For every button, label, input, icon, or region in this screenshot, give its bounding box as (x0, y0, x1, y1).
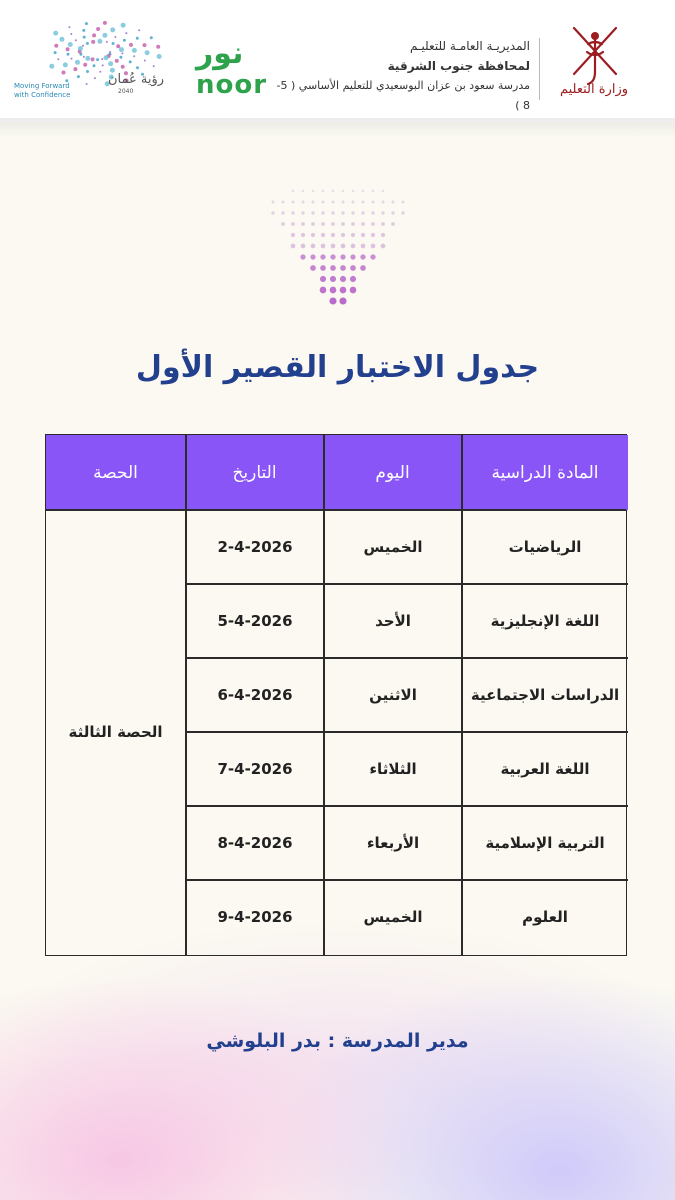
emblem-dot (341, 222, 345, 226)
vision-dot (145, 50, 150, 55)
vision-dot (119, 47, 124, 52)
emblem-dot (350, 254, 355, 259)
emblem-dot (342, 201, 345, 204)
vision-dot (144, 60, 146, 62)
vision-dot (104, 55, 109, 60)
emblem-dot (341, 211, 344, 214)
vision-dot (54, 51, 57, 54)
emblem-dot (361, 222, 365, 226)
vision-dot (91, 57, 95, 61)
governorate-line: لمحافظة جنوب الشرقية (387, 59, 530, 73)
vision-dot (115, 59, 119, 63)
cell-day: الأحد (375, 611, 411, 630)
vision-dot (83, 63, 87, 67)
header-period: الحصة (46, 435, 186, 510)
vision-dot (54, 44, 58, 48)
emblem-dot (361, 211, 364, 214)
emblem-dot (291, 211, 294, 214)
cell-day: الأربعاء (366, 833, 420, 852)
emblem-dot (371, 233, 375, 237)
emblem-dot (292, 190, 294, 192)
vision-dot (133, 55, 135, 57)
emblem-dot (371, 222, 375, 226)
emblem-dot (350, 276, 356, 282)
emblem-dot (320, 287, 327, 294)
vision-dot (99, 71, 101, 73)
emblem-dot (329, 297, 336, 304)
emblem-dot (301, 222, 305, 226)
emblem-dot (402, 201, 405, 204)
vision-dot (77, 75, 80, 78)
emblem-dot (362, 190, 364, 192)
emblem-dot (311, 244, 316, 249)
emblem-dot (361, 233, 365, 237)
emblem-dot (322, 190, 324, 192)
schedule-table (45, 434, 627, 956)
emblem-dot (391, 222, 395, 226)
emblem-dot (320, 265, 326, 271)
emblem-dot (352, 201, 355, 204)
emblem-dot (320, 254, 325, 259)
emblem-dot (330, 254, 335, 259)
vision-dot (143, 43, 147, 47)
emblem-dot (350, 287, 357, 294)
vision-dot (63, 62, 68, 67)
emblem-dot (301, 233, 305, 237)
vision-dot (102, 33, 107, 38)
emblem-dot (351, 233, 355, 237)
emblem-dot (372, 201, 375, 204)
vision-tagline-2: with Confidence (14, 91, 71, 99)
emblem-dot (312, 190, 314, 192)
vision-dot (94, 77, 96, 79)
vision-dot (85, 56, 90, 61)
emblem-dot (381, 222, 385, 226)
emblem-dot (310, 265, 316, 271)
cell-subject: الدراسات الاجتماعية (470, 685, 620, 704)
directorate-line: المديريـة العامـة للتعليـم (409, 39, 530, 53)
vision-dot (123, 39, 126, 42)
emblem-dot (372, 190, 374, 192)
emblem-dot (351, 211, 354, 214)
vision-dot (108, 61, 113, 66)
cell-subject: التربية الإسلامية (485, 833, 605, 852)
vision-dot (101, 58, 103, 60)
emblem-dot (310, 254, 315, 259)
vision-dot (150, 36, 153, 39)
emblem-dot (331, 244, 336, 249)
vision-dot (75, 39, 77, 41)
vision-dot (92, 33, 96, 37)
emblem-dot (401, 211, 404, 214)
vision-dot (91, 40, 95, 44)
vision-dot (103, 21, 107, 25)
vision-dot (121, 23, 126, 28)
page-title: جدول الاختبار القصير الأول (135, 350, 540, 385)
vision-dot (136, 66, 139, 69)
emblem-dot (392, 201, 395, 204)
emblem-dot (352, 190, 354, 192)
emblem-dot (282, 201, 285, 204)
cell-day: الخميس (363, 908, 423, 926)
cell-date: 7-4-2026 (217, 759, 293, 778)
emblem-dot (350, 265, 356, 271)
emblem-dot (302, 190, 304, 192)
emblem-dot (281, 211, 284, 214)
vision-dot (129, 60, 132, 63)
emblem-dot (321, 233, 325, 237)
school-line: مدرسة سعود بن عزان البوسعيدي للتعليم الأساسي ( 5-8 ) (276, 79, 530, 112)
emblem-dot (351, 244, 356, 249)
emblem-dot (322, 201, 325, 204)
vision-dot (116, 44, 120, 48)
vision-dot (125, 32, 127, 34)
emblem-dot (312, 201, 315, 204)
emblem-dot (271, 211, 274, 214)
emblem-dot (292, 201, 295, 204)
emblem-dot (320, 276, 326, 282)
vision-dot (86, 83, 88, 85)
cell-subject: الرياضيات (508, 537, 582, 556)
emblem-dot (291, 233, 295, 237)
principal-signature: مدير المدرسة : بدر البلوشي (206, 1030, 469, 1052)
vision-dot (102, 64, 104, 66)
emblem-dot (321, 244, 326, 249)
vision-dot (121, 52, 123, 54)
emblem-dot (321, 211, 324, 214)
emblem-dot (340, 265, 346, 271)
emblem-dot (291, 244, 296, 249)
emblem-dot (381, 244, 386, 249)
cell-subject: العلوم (522, 908, 568, 926)
vision-dot (112, 42, 115, 45)
vision-dot (86, 70, 89, 73)
vision-logo-year: 2040 (118, 88, 134, 95)
emblem-dot (321, 222, 325, 226)
emblem-dot (272, 201, 275, 204)
vision-dot (106, 41, 108, 43)
vision-dot (96, 58, 99, 61)
directorate-text (270, 36, 530, 116)
emblem-dot (381, 233, 385, 237)
emblem-dot (342, 190, 344, 192)
emblem-dot (371, 211, 374, 214)
vision-dot (70, 33, 72, 35)
emblem-dot (301, 244, 306, 249)
cell-date: 5-4-2026 (217, 611, 293, 630)
noor-logo-arabic: نور (196, 36, 244, 71)
cell-date: 9-4-2026 (217, 908, 293, 926)
vision-dot (85, 22, 88, 25)
emblem-dot (341, 244, 346, 249)
vision-dot (119, 56, 122, 59)
emblem-dot (301, 211, 304, 214)
vision-dot (83, 56, 85, 58)
vision-dot (93, 64, 96, 67)
header-date: التاريخ (186, 435, 324, 510)
cell-day: الاثنين (369, 685, 417, 704)
emblem-dot (311, 233, 315, 237)
noor-logo-latin: noor (196, 70, 268, 100)
emblem-dot (331, 211, 334, 214)
emblem-dot (331, 222, 335, 226)
vision-dot (129, 43, 133, 47)
emblem-dot (291, 222, 295, 226)
emblem-dot (370, 254, 375, 259)
emblem-dot (330, 287, 337, 294)
emblem-dot (340, 254, 345, 259)
emblem-dot (332, 201, 335, 204)
vision-logo-arabic: رؤية عُمان (108, 72, 165, 87)
vision-dot (59, 37, 64, 42)
vision-dot (57, 58, 59, 60)
vision-dot (138, 29, 140, 31)
emblem-dot (341, 233, 345, 237)
vision-dot (132, 48, 137, 53)
vision-dot (153, 65, 155, 67)
vision-dot (68, 26, 70, 28)
vision-dot (49, 64, 54, 69)
vision-dot (73, 67, 77, 71)
vision-dot (82, 29, 85, 32)
vision-dot (82, 45, 84, 47)
emblem-dot (302, 201, 305, 204)
vision-dot (96, 27, 100, 31)
header-day: اليوم (324, 435, 462, 510)
emblem-dot (371, 244, 376, 249)
vision-dot (53, 31, 58, 36)
ministry-name: وزارة التعليم (559, 82, 629, 97)
vision-dot (67, 53, 70, 56)
header-subject: المادة الدراسية (462, 435, 628, 510)
vision-tagline-1: Moving Forward (14, 82, 70, 90)
emblem-dot (362, 201, 365, 204)
emblem-dot (351, 222, 355, 226)
emblem-dot (360, 265, 366, 271)
emblem-dot (311, 222, 315, 226)
vision-dot (66, 47, 70, 51)
vision-dot (86, 42, 89, 45)
cell-date: 2-4-2026 (217, 537, 293, 556)
vision-dot (136, 37, 139, 40)
emblem-dot (330, 265, 336, 271)
dotted-v-emblem-icon (258, 186, 418, 318)
cell-day: الخميس (363, 537, 423, 556)
vision-dot (83, 36, 86, 39)
vision-dot (71, 58, 73, 60)
emblem-dot (382, 190, 384, 192)
vision-dot (114, 36, 116, 38)
vision-dot (68, 42, 73, 47)
vision-dot (156, 45, 160, 49)
emblem-dot (340, 287, 347, 294)
emblem-dot (340, 276, 346, 282)
emblem-dot (281, 222, 285, 226)
vision-dot (157, 54, 162, 59)
emblem-dot (382, 201, 385, 204)
emblem-dot (361, 244, 366, 249)
emblem-dot (300, 254, 305, 259)
vision-dot (62, 71, 66, 75)
cell-date: 6-4-2026 (217, 685, 293, 704)
emblem-dot (331, 233, 335, 237)
cell-day: الثلاثاء (369, 759, 417, 778)
vision-dot (121, 65, 125, 69)
vision-dot (75, 60, 80, 65)
vision-dot (97, 39, 102, 44)
emblem-dot (330, 276, 336, 282)
cell-subject: اللغة العربية (500, 759, 590, 778)
vision-dot (78, 46, 83, 51)
emblem-dot (311, 211, 314, 214)
emblem-dot (391, 211, 394, 214)
cell-date: 8-4-2026 (217, 833, 293, 852)
emblem-dot (381, 211, 384, 214)
header-divider (539, 38, 540, 100)
header-shadow (0, 118, 675, 138)
cell-subject: اللغة الإنجليزية (490, 611, 600, 630)
cell-period: الحصة الثالثة (68, 723, 163, 741)
emblem-dot (339, 297, 346, 304)
emblem-dot (360, 254, 365, 259)
vision-dot (110, 27, 115, 32)
emblem-dot (332, 190, 334, 192)
